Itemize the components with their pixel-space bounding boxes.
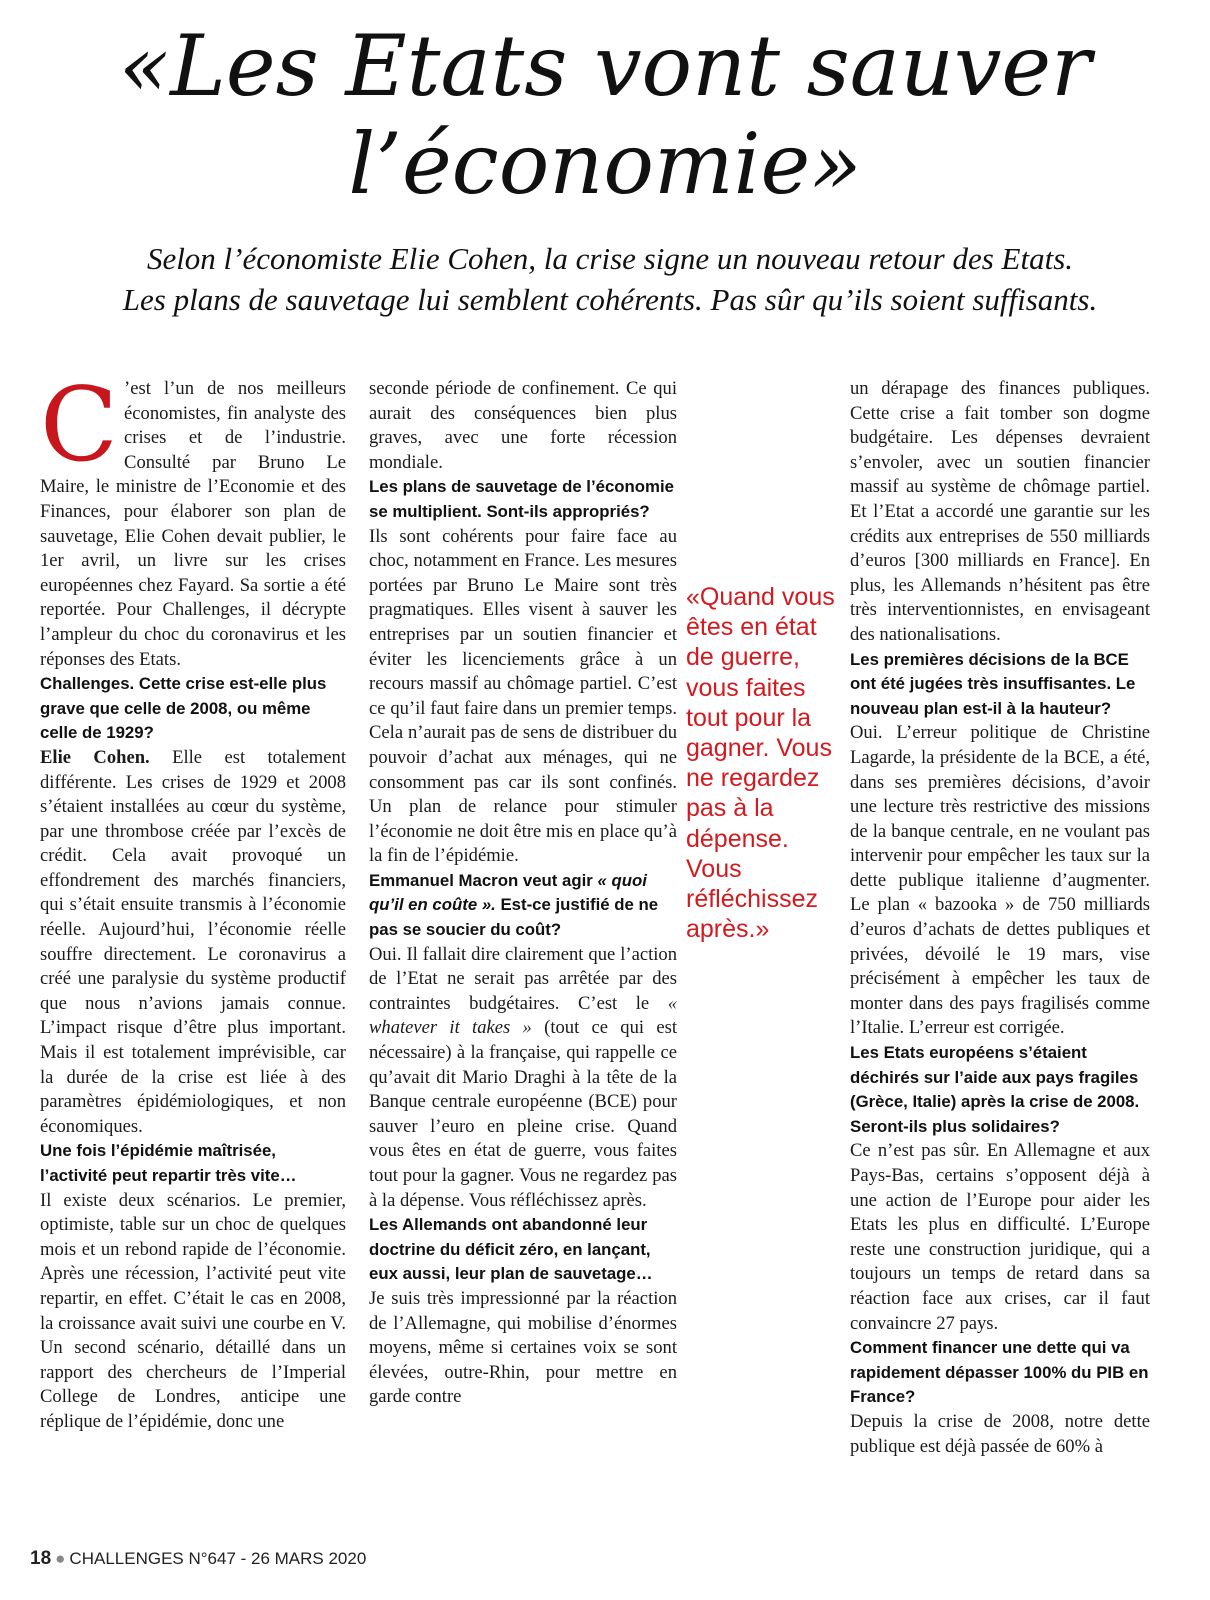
answer-continued: un dérapage des finances publiques. Cette crise a fait tomber son dogme budgétaire. Les dépenses devraient s’envoler, avec un soutien financier massif au système de chômage partiel. Et l’Etat a accordé une garantie sur les crédits aux entreprises de 550 milliards d’euros [300 milliards en France]. En plus, les Allemands n’hésitent pas être très interventionnistes, en envisageant des nationalisations. <box>850 378 1150 645</box>
question: Emmanuel Macron veut agir « quoi qu’il en coûte ». Est-ce justifié de ne pas se soucier du coût? <box>369 870 659 940</box>
question: Les Allemands ont abandonné leur doctrine du déficit zéro, en lançant, eux aussi, leur plan de sauvetage… <box>369 1215 653 1284</box>
column-3 <box>850 377 1150 1459</box>
deck <box>40 238 1180 320</box>
question: Challenges. Cette crise est-elle plus grave que celle de 2008, ou même celle de 1929? <box>40 674 327 743</box>
answer: Ce n’est pas sûr. En Allemagne et aux Pays-Bas, certains s’opposent déjà à une action de l’Europe pour aider les Etats les plus en difficulté. L’Europe reste une construction juridique, qui a toujours un temps de retard dans sa réaction face aux crises, car il faut convaincre 27 pays. <box>850 1140 1150 1334</box>
headline-line-1: «Les Etats vont sauver <box>118 17 1092 115</box>
intro-text: ’est l’un de nos meilleurs économistes, fin analyste des crises et de l’industrie. Consulté par Bruno Le Maire, le ministre de l’Economie et des Finances, pour élaborer son plan de sauvetage, Elie Cohen devait publier, le 1er avril, un livre sur les crises européennes chez Fayard. Sa sortie a été reportée. Pour Challenges, il décrypte l’ampleur du choc du coronavirus et les réponses des Etats. <box>40 378 346 670</box>
question: Les plans de sauvetage de l’économie se multiplient. Sont-ils appropriés? <box>369 477 674 521</box>
page-number: 18 <box>30 1548 52 1569</box>
answer: Depuis la crise de 2008, notre dette publique est déjà passée de 60% à <box>850 1410 1150 1457</box>
column-1 <box>40 366 347 1435</box>
deck-line-1: Selon l’économiste Elie Cohen, la crise signe un nouveau retour des Etats. <box>146 241 1074 276</box>
answer: Oui. Il fallait dire clairement que l’action de l’Etat ne serait pas arrêtée par des contraintes budgétaires. C’est le « whatever it takes » (tout ce qui est nécessaire) à la française, qui rappelle ce qu’avait dit Mario Draghi à la tête de la Banque centrale européenne (BCE) pour sauver l’euro en pleine crise. Quand vous êtes en état de guerre, vous faites tout pour la gagner. Vous ne regardez pas à la dépense. Vous réfléchissez après. <box>369 943 678 1211</box>
answer-lead: Elie Cohen. <box>40 746 150 768</box>
answer: Je suis très impressionné par la réaction de l’Allemagne, qui mobilise d’énormes moyens, même si certaines voix se sont élevées, outre-Rhin, pour mettre en garde contre <box>369 1287 677 1408</box>
answer: Oui. L’erreur politique de Christine Lagarde, la présidente de la BCE, a été, dans ses premières décisions, d’avoir une lecture très restrictive des missions de la banque centrale, en ne voulant pas intervenir pour empêcher les taux sur la dette publique italienne d’augmenter. Le plan « bazooka » de 750 milliards d’euros d’achats de dettes publiques et privées, dévoilé le 19 mars, vise précisément à empêcher les taux de monter dans des pays fragilisés comme l’Italie. L’erreur est corrigée. <box>850 722 1150 1039</box>
answer: Elie Cohen. Elle est totalement différente. Les crises de 1929 et 2008 s’étaient installées au cœur du système, par une thrombose créée par l’excès de crédit. Cela avait provoqué un effondrement des marchés financiers, qui s’était ensuite transmis à l’économie réelle. Aujourd’hui, l’économie réelle souffre directement. Le coronavirus a créé une paralysie du système productif que nous n’avions jamais connue. L’impact risque d’être plus important. Mais il est totalement imprévisible, car la durée de la crise est liée à des paramètres épidémiologiques, et non économiques. <box>40 746 346 1137</box>
pull-quote: «Quand vous êtes en état de guerre, vous faites tout pour la gagner. Vous ne regardez pas à la dépense. Vous réfléchissez après.» <box>686 583 835 944</box>
answer-continued: seconde période de confinement. Ce qui aurait des conséquences bien plus graves, avec une forte récession mondiale. <box>369 378 677 473</box>
headline-line-2: l’économie» <box>348 115 862 213</box>
folio <box>30 1548 366 1570</box>
bullet-icon: ● <box>55 1549 66 1568</box>
drop-cap: C <box>40 366 119 485</box>
question: Les premières décisions de la BCE ont été jugées très insuffisantes. Le nouveau plan est-il à la hauteur? <box>850 649 1136 718</box>
question: Les Etats européens s’étaient déchirés sur l’aide aux pays fragiles (Grèce, Italie) après la crise de 2008. Seront-ils plus solidaires? <box>850 1043 1140 1136</box>
intro-paragraph <box>40 366 346 672</box>
deck-line-2: Les plans de sauvetage lui semblent cohérents. Pas sûr qu’ils soient suffisants. <box>122 282 1098 317</box>
column-2 <box>369 377 677 1410</box>
question: Comment financer une dette qui va rapidement dépasser 100% du PIB en France? <box>850 1338 1149 1407</box>
publication-line: CHALLENGES N°647 - 26 MARS 2020 <box>69 1549 367 1568</box>
answer: Ils sont cohérents pour faire face au choc, notamment en France. Les mesures portées par Bruno Le Maire sont très pragmatiques. Elles visent à sauver les entreprises par un soutien financier et éviter les licenciements grâce à un recours massif au chômage partiel. C’est ce qu’il faut faire dans un premier temps. Cela n’aurait pas de sens de distribuer du pouvoir d’achat aux ménages, qui ne consomment pas car ils sont confinés. Un plan de relance pour stimuler l’économie ne doit être mis en place qu’à la fin de l’épidémie. <box>369 525 677 867</box>
question: Une fois l’épidémie maîtrisée, l’activité peut repartir très vite… <box>40 1141 297 1185</box>
answer: Il existe deux scénarios. Le premier, optimiste, table sur un choc de quelques mois et un rebond rapide de l’économie. Après une récession, l’activité peut vite repartir, en effet. C’était le cas en 2008, la croissance avait suivi une courbe en V. Un second scénario, détaillé dans un rapport des chercheurs de l’Imperial College de Londres, anticipe une réplique de l’épidémie, donc une <box>40 1189 347 1432</box>
